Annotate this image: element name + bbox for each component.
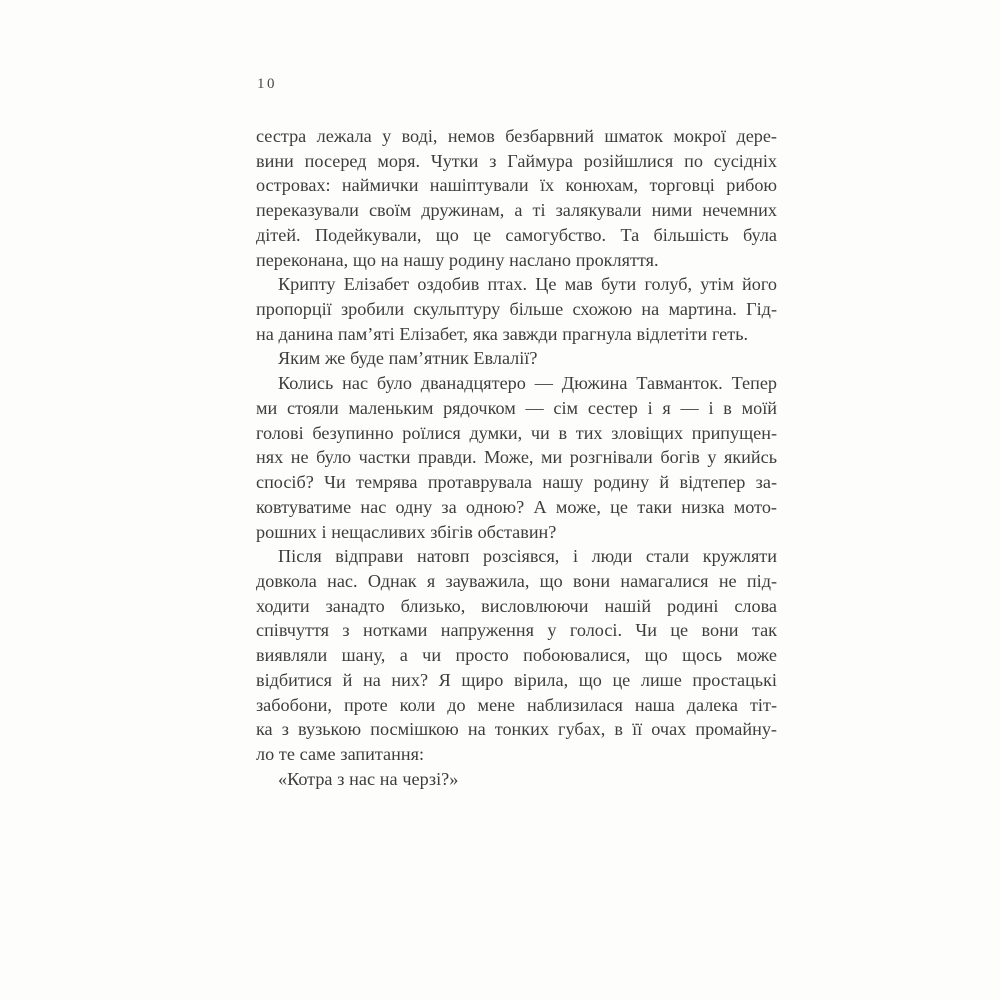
paragraph (256, 124, 777, 272)
text-line: ми стояли маленьким рядочком — сім сестер і я — і в моїй (256, 397, 777, 418)
text-line: вини посеред моря. Чутки з Гаймура розійшлися по сусідніх (256, 150, 777, 171)
paragraph (256, 272, 777, 346)
paragraph (256, 346, 777, 371)
text-line: Після відправи натовп розсіявся, і люди стали кружляти (278, 546, 777, 567)
text-line: ходити занадто близько, висловлюючи нашій родині слова (256, 595, 777, 616)
text-line: островах: наймички нашіптували їх конюхам, торговці рибою (256, 175, 777, 196)
text-line: Крипту Елізабет оздобив птах. Це мав бути голуб, утім його (278, 274, 777, 295)
text-line: переказували своїм дружинам, а ті залякували ними нечемних (256, 200, 777, 221)
text-line: виявляли шану, а чи просто побоювалися, що щось може (256, 645, 777, 666)
text-line: ка з вузькою посмішкою на тонких губах, в її очах промайну- (256, 719, 777, 740)
paragraph (256, 767, 777, 792)
text-line: ло те саме запитання: (256, 743, 424, 764)
text-line: ковтуватиме нас одну за одною? А може, це таки низка мото- (256, 496, 777, 517)
text-line: переконана, що на нашу родину наслано прокляття. (256, 249, 659, 270)
page-number: 10 (257, 76, 277, 92)
text-line: дітей. Подейкували, що це самогубство. Та більшість була (256, 224, 777, 245)
text-line: забобони, проте коли до мене наблизилася наша далека тіт- (256, 694, 777, 715)
text-line: довкола нас. Однак я зауважила, що вони намагалися не під- (256, 570, 777, 591)
paragraph (256, 544, 777, 766)
text-line: «Котра з нас на черзі?» (278, 768, 459, 789)
text-block (256, 124, 777, 791)
text-line: спосіб? Чи темрява протаврувала нашу родину й відтепер за- (256, 472, 777, 493)
text-line: відбитися й на них? Я щиро вірила, що це лише простацькі (256, 669, 777, 690)
text-line: Яким же буде пам’ятник Евлалії? (278, 348, 538, 369)
paragraph (256, 371, 777, 544)
text-line: співчуття з нотками напруження у голосі. Чи це вони так (256, 620, 777, 641)
text-line: пропорції зробили скульптуру більше схожою на мартина. Гід- (256, 299, 777, 320)
text-line: на данина пам’яті Елізабет, яка завжди прагнула відлетіти геть. (256, 323, 749, 344)
text-line: сестра лежала у воді, немов безбарвний шматок мокрої дере- (256, 126, 777, 146)
text-line: Колись нас було дванадцятеро — Дюжина Тавманток. Тепер (278, 373, 777, 394)
text-line: голові безупинно роїлися думки, чи в тих зловіщих припущен- (256, 422, 777, 443)
text-line: рошних і нещасливих збігів обставин? (256, 521, 557, 542)
text-line: нях не було частки правди. Може, ми розгнівали богів у якийсь (256, 447, 777, 468)
